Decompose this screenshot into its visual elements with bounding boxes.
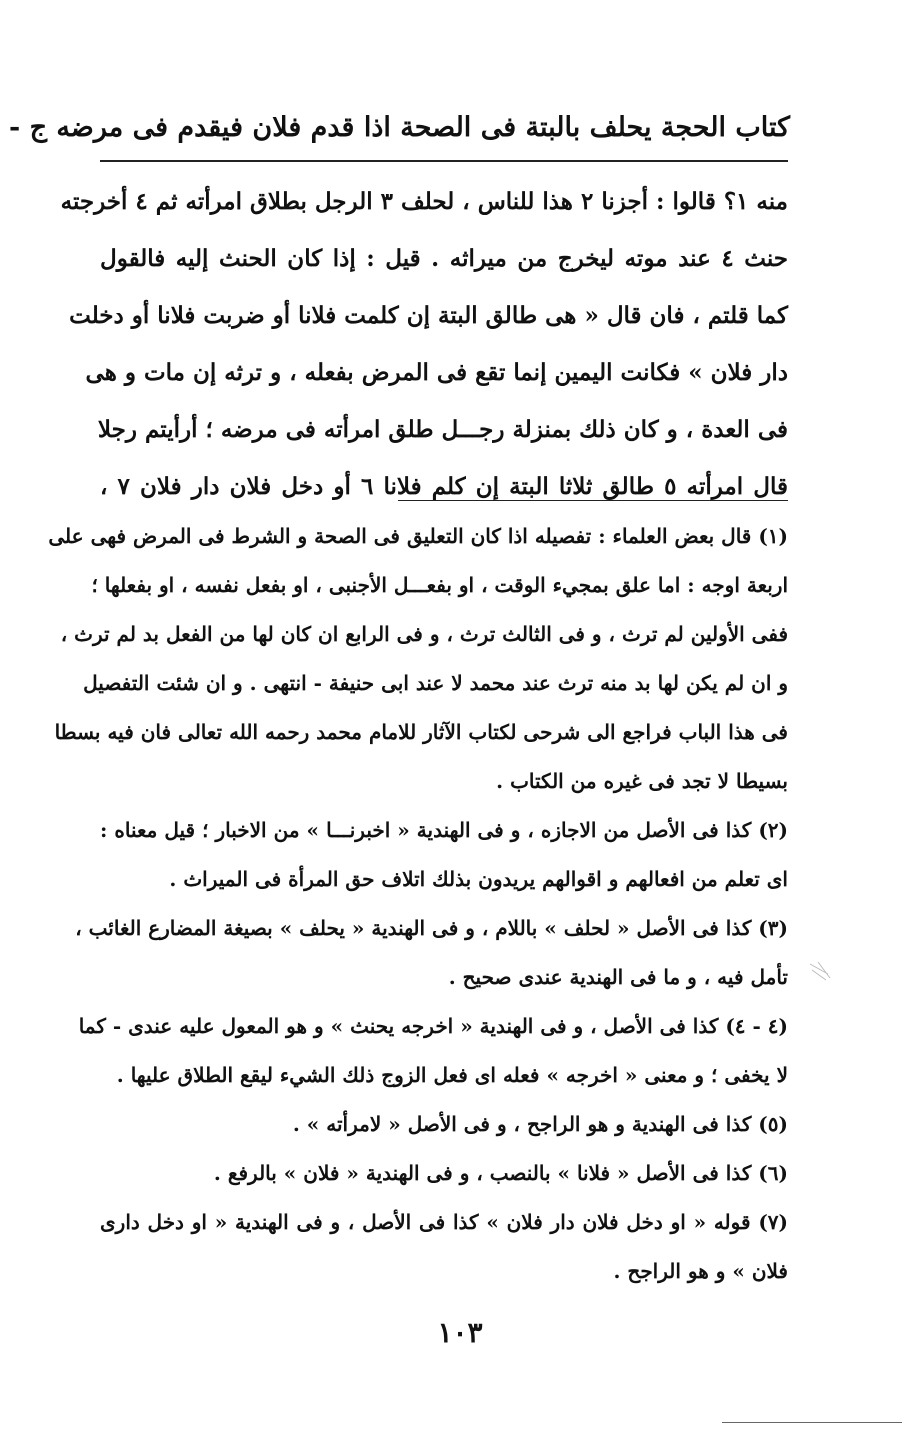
footnote-line: تأمل فيه ، و ما فى الهندية عندى صحيح .: [448, 965, 788, 989]
body-line: دار فلان » فكانت اليمين إنما تقع فى المرض بفعله ، و ترثه إن مات و هى: [85, 359, 788, 386]
body-line: منه ١؟ قالوا : أجزنا ٢ هذا للناس ، لحلف ٣ الرجل بطلاق امرأته ثم ٤ أخرجته: [60, 188, 788, 215]
footnote-line: اربعة اوجه : اما علق بمجيء الوقت ، او بفعـــل الأجنبى ، او بفعل نفسه ، او بفعلها ؛: [91, 573, 788, 597]
footnote-line: (٧) قوله « او دخل فلان دار فلان » كذا فى الأصل ، و فى الهندية « او دخل دارى: [100, 1210, 788, 1234]
body-line: فى العدة ، و كان ذلك بمنزلة رجـــل طلق امرأته فى مرضه ؛ أرأيتم رجلا: [97, 416, 788, 443]
footnote-line: (٦) كذا فى الأصل « فلانا » بالنصب ، و فى الهندية « فلان » بالرفع .: [213, 1161, 788, 1185]
body-line: قال امرأته ٥ طالق ثلاثا البتة إن كلم فلانا ٦ أو دخل فلان دار فلان ٧ ،: [100, 473, 788, 500]
footnote-line: (٣) كذا فى الأصل « لحلف » باللام ، و فى الهندية « يحلف » بصيغة المضارع الغائب ،: [75, 916, 788, 940]
footnote-line: (٢) كذا فى الأصل من الاجازه ، و فى الهندية « اخبرنـــا » من الاخبار ؛ قيل معناه :: [100, 818, 789, 842]
body-line: حنث ٤ عند موته ليخرج من ميراثه . قيل : إذا كان الحنث إليه فالقول: [100, 245, 789, 272]
footnote-line: بسيطا لا تجد فى غيره من الكتاب .: [496, 769, 788, 793]
body-line: كما قلتم ، فان قال « هى طالق البتة إن كلمت فلانا أو ضربت فلانا أو دخلت: [69, 302, 788, 329]
page-number: ١٠٣: [437, 1316, 483, 1349]
footnote-line: و ان لم يكن لها بد منه ترث عند محمد لا عند ابى حنيفة - انتهى . و ان شئت التفصيل: [83, 671, 788, 695]
footnote-line: لا يخفى ؛ و معنى « اخرجه » فعله اى فعل الزوج ذلك الشيء ليقع الطلاق عليها .: [116, 1063, 788, 1087]
footnote-divider: [398, 500, 788, 501]
footnote-line: ففى الأولين لم ترث ، و فى الثالث ترث ، و فى الرابع ان كان لها من الفعل بد لم ترث ،: [60, 622, 788, 646]
footnote-line: (٥) كذا فى الهندية و هو الراجح ، و فى الأصل « لامرأته » .: [292, 1112, 788, 1136]
footnote-line: (٤ - ٤) كذا فى الأصل ، و فى الهندية « اخرجه يحنث » و هو المعول عليه عندى - كما: [78, 1014, 788, 1038]
footnotes: [48, 512, 789, 1296]
main-text: [60, 173, 789, 515]
footer-line: [722, 1422, 902, 1423]
footnote-line: اى تعلم من افعالهم و اقوالهم يريدون بذلك اتلاف حق المرأة فى الميراث .: [169, 867, 788, 891]
footnote-line: فى هذا الباب فراجع الى شرحى لكتاب الآثار للامام محمد رحمه الله تعالى فان فيه بسطا: [54, 720, 788, 744]
footnote-line: فلان » و هو الراجح .: [613, 1259, 788, 1283]
running-header: كتاب الحجة يحلف بالبتة فى الصحة اذا قدم فلان فيقدم فى مرضه ج -: [8, 112, 790, 143]
header-divider: [100, 160, 788, 162]
margin-scribble-icon: [808, 960, 832, 984]
footnote-line: (١) قال بعض العلماء : تفصيله اذا كان التعليق فى الصحة و الشرط فى المرض فهى على: [48, 524, 788, 548]
